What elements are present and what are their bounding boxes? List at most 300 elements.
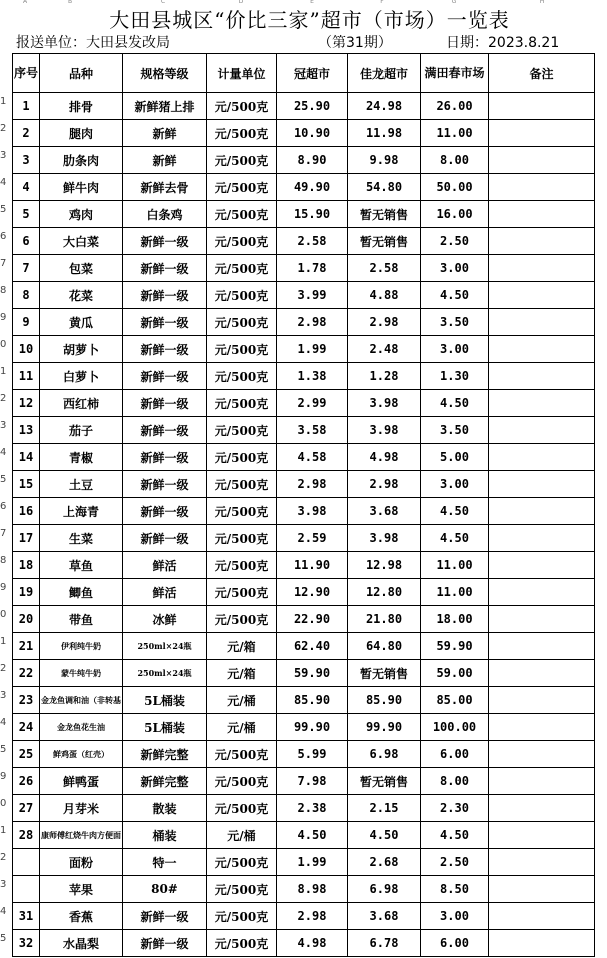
price-store-1-cell[interactable]: 3.98 (277, 498, 348, 525)
name-cell[interactable]: 花菜 (40, 282, 123, 309)
unit-cell[interactable]: 元/500克 (207, 336, 277, 363)
spec-cell[interactable]: 5L桶装 (123, 687, 207, 714)
price-store-3-cell[interactable]: 5.00 (421, 444, 489, 471)
row-number[interactable]: 0 (0, 339, 7, 350)
spec-cell[interactable]: 特一 (123, 849, 207, 876)
seq-cell[interactable]: 21 (13, 633, 40, 660)
unit-cell[interactable]: 元/桶 (207, 714, 277, 741)
note-cell[interactable] (489, 228, 595, 255)
spec-cell[interactable]: 冰鲜 (123, 606, 207, 633)
price-store-3-cell[interactable]: 3.00 (421, 336, 489, 363)
name-cell[interactable]: 康师傅红烧牛肉方便面 (40, 822, 123, 849)
spec-cell[interactable]: 散装 (123, 795, 207, 822)
unit-cell[interactable]: 元/500克 (207, 417, 277, 444)
price-store-1-cell[interactable]: 25.90 (277, 93, 348, 120)
unit-cell[interactable]: 元/500克 (207, 795, 277, 822)
seq-cell[interactable]: 5 (13, 201, 40, 228)
unit-cell[interactable]: 元/500克 (207, 93, 277, 120)
row-number[interactable]: 8 (0, 285, 7, 296)
price-store-3-cell[interactable]: 2.50 (421, 228, 489, 255)
price-store-2-cell[interactable]: 6.98 (348, 876, 421, 903)
price-store-2-cell[interactable]: 3.98 (348, 417, 421, 444)
row-number[interactable]: 5 (0, 744, 7, 755)
seq-cell[interactable]: 11 (13, 363, 40, 390)
price-store-3-cell[interactable]: 3.00 (421, 903, 489, 930)
price-store-3-cell[interactable]: 59.00 (421, 660, 489, 687)
unit-cell[interactable]: 元/500克 (207, 903, 277, 930)
header-store-2[interactable]: 佳龙超市 (348, 54, 421, 93)
price-store-2-cell[interactable]: 2.98 (348, 309, 421, 336)
unit-cell[interactable]: 元/500克 (207, 174, 277, 201)
note-cell[interactable] (489, 390, 595, 417)
unit-cell[interactable]: 元/500克 (207, 552, 277, 579)
seq-cell[interactable]: 31 (13, 903, 40, 930)
note-cell[interactable] (489, 714, 595, 741)
spec-cell[interactable]: 新鲜一级 (123, 309, 207, 336)
spec-cell[interactable]: 250ml×24瓶 (123, 633, 207, 660)
note-cell[interactable] (489, 660, 595, 687)
note-cell[interactable] (489, 795, 595, 822)
price-store-1-cell[interactable]: 15.90 (277, 201, 348, 228)
reporting-unit[interactable]: 报送单位：大田县发改局 (16, 35, 170, 51)
price-store-2-cell[interactable]: 暂无销售 (348, 768, 421, 795)
row-number[interactable]: 4 (0, 447, 7, 458)
price-store-1-cell[interactable]: 59.90 (277, 660, 348, 687)
name-cell[interactable]: 面粉 (40, 849, 123, 876)
row-number[interactable]: 1 (0, 636, 7, 647)
unit-cell[interactable]: 元/500克 (207, 147, 277, 174)
price-store-3-cell[interactable]: 3.00 (421, 255, 489, 282)
spec-cell[interactable]: 新鲜猪上排 (123, 93, 207, 120)
price-store-1-cell[interactable]: 4.50 (277, 822, 348, 849)
row-number[interactable]: 4 (0, 717, 7, 728)
price-store-3-cell[interactable]: 6.00 (421, 741, 489, 768)
name-cell[interactable]: 伊利纯牛奶 (40, 633, 123, 660)
note-cell[interactable] (489, 606, 595, 633)
unit-cell[interactable]: 元/箱 (207, 633, 277, 660)
name-cell[interactable]: 肋条肉 (40, 147, 123, 174)
price-store-2-cell[interactable]: 2.48 (348, 336, 421, 363)
unit-cell[interactable]: 元/500克 (207, 876, 277, 903)
note-cell[interactable] (489, 255, 595, 282)
note-cell[interactable] (489, 822, 595, 849)
price-store-2-cell[interactable]: 12.98 (348, 552, 421, 579)
unit-cell[interactable]: 元/500克 (207, 498, 277, 525)
name-cell[interactable]: 水晶梨 (40, 930, 123, 957)
row-number[interactable]: 2 (0, 123, 7, 134)
row-number[interactable]: 3 (0, 690, 7, 701)
row-number[interactable]: 2 (0, 663, 7, 674)
name-cell[interactable]: 鸡肉 (40, 201, 123, 228)
price-store-1-cell[interactable]: 2.58 (277, 228, 348, 255)
name-cell[interactable]: 蒙牛纯牛奶 (40, 660, 123, 687)
price-store-2-cell[interactable]: 暂无销售 (348, 228, 421, 255)
row-number[interactable]: 4 (0, 177, 7, 188)
name-cell[interactable]: 土豆 (40, 471, 123, 498)
header-seq[interactable]: 序号 (13, 54, 40, 93)
price-store-3-cell[interactable]: 26.00 (421, 93, 489, 120)
spec-cell[interactable]: 新鲜一级 (123, 444, 207, 471)
price-store-1-cell[interactable]: 4.98 (277, 930, 348, 957)
unit-cell[interactable]: 元/500克 (207, 768, 277, 795)
name-cell[interactable]: 鲜鸭蛋 (40, 768, 123, 795)
price-store-3-cell[interactable]: 11.00 (421, 552, 489, 579)
unit-cell[interactable]: 元/500克 (207, 579, 277, 606)
spec-cell[interactable]: 鲜活 (123, 552, 207, 579)
spec-cell[interactable]: 新鲜一级 (123, 363, 207, 390)
column-letter[interactable]: G (451, 0, 457, 5)
price-store-1-cell[interactable]: 62.40 (277, 633, 348, 660)
price-store-1-cell[interactable]: 1.78 (277, 255, 348, 282)
price-store-3-cell[interactable]: 4.50 (421, 282, 489, 309)
name-cell[interactable]: 腿肉 (40, 120, 123, 147)
name-cell[interactable]: 鲜牛肉 (40, 174, 123, 201)
note-cell[interactable] (489, 201, 595, 228)
row-number[interactable]: 0 (0, 609, 7, 620)
note-cell[interactable] (489, 282, 595, 309)
seq-cell[interactable]: 7 (13, 255, 40, 282)
note-cell[interactable] (489, 444, 595, 471)
seq-cell[interactable]: 23 (13, 687, 40, 714)
price-store-1-cell[interactable]: 3.99 (277, 282, 348, 309)
seq-cell[interactable] (13, 876, 40, 903)
spec-cell[interactable]: 新鲜 (123, 147, 207, 174)
row-number[interactable]: 9 (0, 312, 7, 323)
price-store-2-cell[interactable]: 2.68 (348, 849, 421, 876)
price-store-2-cell[interactable]: 4.88 (348, 282, 421, 309)
price-store-1-cell[interactable]: 2.98 (277, 309, 348, 336)
unit-cell[interactable]: 元/500克 (207, 228, 277, 255)
unit-cell[interactable]: 元/桶 (207, 687, 277, 714)
unit-cell[interactable]: 元/500克 (207, 849, 277, 876)
price-store-3-cell[interactable]: 8.50 (421, 876, 489, 903)
spec-cell[interactable]: 桶装 (123, 822, 207, 849)
spec-cell[interactable]: 新鲜一级 (123, 525, 207, 552)
column-letter[interactable]: H (539, 0, 545, 5)
name-cell[interactable]: 带鱼 (40, 606, 123, 633)
unit-cell[interactable]: 元/500克 (207, 471, 277, 498)
price-store-1-cell[interactable]: 8.98 (277, 876, 348, 903)
row-number[interactable]: 1 (0, 366, 7, 377)
column-letter[interactable]: F (380, 0, 384, 5)
row-number[interactable]: 5 (0, 474, 7, 485)
price-store-2-cell[interactable]: 54.80 (348, 174, 421, 201)
seq-cell[interactable]: 12 (13, 390, 40, 417)
name-cell[interactable]: 香蕉 (40, 903, 123, 930)
row-number[interactable]: 1 (0, 96, 7, 107)
name-cell[interactable]: 金龙鱼调和油（非转基 (40, 687, 123, 714)
spec-cell[interactable]: 新鲜一级 (123, 498, 207, 525)
note-cell[interactable] (489, 309, 595, 336)
seq-cell[interactable]: 13 (13, 417, 40, 444)
price-store-3-cell[interactable]: 3.50 (421, 417, 489, 444)
price-store-1-cell[interactable]: 22.90 (277, 606, 348, 633)
price-store-1-cell[interactable]: 1.99 (277, 849, 348, 876)
row-number[interactable]: 9 (0, 771, 7, 782)
price-store-2-cell[interactable]: 6.98 (348, 741, 421, 768)
row-number[interactable]: 3 (0, 150, 7, 161)
name-cell[interactable]: 生菜 (40, 525, 123, 552)
name-cell[interactable]: 青椒 (40, 444, 123, 471)
note-cell[interactable] (489, 93, 595, 120)
price-store-3-cell[interactable]: 18.00 (421, 606, 489, 633)
seq-cell[interactable]: 9 (13, 309, 40, 336)
unit-cell[interactable]: 元/500克 (207, 606, 277, 633)
row-number[interactable]: 7 (0, 528, 7, 539)
column-letter[interactable]: D (238, 0, 244, 5)
issue-number[interactable]: （第31期） (318, 35, 392, 51)
price-store-2-cell[interactable]: 6.78 (348, 930, 421, 957)
spec-cell[interactable]: 250ml×24瓶 (123, 660, 207, 687)
note-cell[interactable] (489, 417, 595, 444)
seq-cell[interactable]: 20 (13, 606, 40, 633)
price-store-1-cell[interactable]: 4.58 (277, 444, 348, 471)
unit-cell[interactable]: 元/500克 (207, 390, 277, 417)
row-number[interactable]: 7 (0, 258, 7, 269)
report-date[interactable]: 日期：2023.8.21 (446, 35, 560, 51)
header-unit[interactable]: 计量单位 (207, 54, 277, 93)
unit-cell[interactable]: 元/500克 (207, 741, 277, 768)
price-store-2-cell[interactable]: 99.90 (348, 714, 421, 741)
row-number[interactable]: 6 (0, 501, 7, 512)
price-store-1-cell[interactable]: 1.38 (277, 363, 348, 390)
price-store-1-cell[interactable]: 3.58 (277, 417, 348, 444)
price-store-3-cell[interactable]: 4.50 (421, 498, 489, 525)
price-store-2-cell[interactable]: 9.98 (348, 147, 421, 174)
price-store-2-cell[interactable]: 1.28 (348, 363, 421, 390)
seq-cell[interactable]: 2 (13, 120, 40, 147)
note-cell[interactable] (489, 552, 595, 579)
row-number[interactable]: 8 (0, 555, 7, 566)
seq-cell[interactable]: 1 (13, 93, 40, 120)
row-number[interactable]: 2 (0, 852, 7, 863)
seq-cell[interactable]: 22 (13, 660, 40, 687)
price-store-2-cell[interactable]: 2.15 (348, 795, 421, 822)
price-store-1-cell[interactable]: 2.98 (277, 903, 348, 930)
column-letter[interactable]: E (310, 0, 314, 5)
spec-cell[interactable]: 新鲜完整 (123, 741, 207, 768)
row-number[interactable]: 5 (0, 204, 7, 215)
price-store-2-cell[interactable]: 3.98 (348, 525, 421, 552)
price-store-3-cell[interactable]: 3.00 (421, 471, 489, 498)
unit-cell[interactable]: 元/500克 (207, 309, 277, 336)
note-cell[interactable] (489, 741, 595, 768)
name-cell[interactable]: 鲜鸡蛋（红壳） (40, 741, 123, 768)
column-letter[interactable]: C (160, 0, 166, 5)
column-letter[interactable]: A (22, 0, 28, 5)
note-cell[interactable] (489, 471, 595, 498)
price-store-1-cell[interactable]: 11.90 (277, 552, 348, 579)
price-store-1-cell[interactable]: 12.90 (277, 579, 348, 606)
name-cell[interactable]: 包菜 (40, 255, 123, 282)
name-cell[interactable]: 黄瓜 (40, 309, 123, 336)
price-store-2-cell[interactable]: 12.80 (348, 579, 421, 606)
price-store-2-cell[interactable]: 2.58 (348, 255, 421, 282)
name-cell[interactable]: 西红柿 (40, 390, 123, 417)
seq-cell[interactable]: 17 (13, 525, 40, 552)
price-store-1-cell[interactable]: 10.90 (277, 120, 348, 147)
price-store-2-cell[interactable]: 3.98 (348, 390, 421, 417)
seq-cell[interactable]: 28 (13, 822, 40, 849)
price-store-2-cell[interactable]: 2.98 (348, 471, 421, 498)
note-cell[interactable] (489, 687, 595, 714)
price-store-1-cell[interactable]: 5.99 (277, 741, 348, 768)
note-cell[interactable] (489, 498, 595, 525)
price-store-3-cell[interactable]: 6.00 (421, 930, 489, 957)
price-store-1-cell[interactable]: 1.99 (277, 336, 348, 363)
spec-cell[interactable]: 新鲜一级 (123, 471, 207, 498)
price-store-3-cell[interactable]: 8.00 (421, 147, 489, 174)
spec-cell[interactable]: 新鲜一级 (123, 282, 207, 309)
seq-cell[interactable]: 3 (13, 147, 40, 174)
row-number[interactable]: 2 (0, 393, 7, 404)
unit-cell[interactable]: 元/500克 (207, 120, 277, 147)
price-store-2-cell[interactable]: 4.98 (348, 444, 421, 471)
price-store-3-cell[interactable]: 1.30 (421, 363, 489, 390)
seq-cell[interactable]: 32 (13, 930, 40, 957)
unit-cell[interactable]: 元/500克 (207, 363, 277, 390)
price-store-1-cell[interactable]: 49.90 (277, 174, 348, 201)
note-cell[interactable] (489, 903, 595, 930)
name-cell[interactable]: 大白菜 (40, 228, 123, 255)
name-cell[interactable]: 苹果 (40, 876, 123, 903)
price-store-3-cell[interactable]: 2.30 (421, 795, 489, 822)
price-store-3-cell[interactable]: 100.00 (421, 714, 489, 741)
row-number[interactable]: 3 (0, 879, 7, 890)
price-store-1-cell[interactable]: 7.98 (277, 768, 348, 795)
price-store-2-cell[interactable]: 64.80 (348, 633, 421, 660)
name-cell[interactable]: 胡萝卜 (40, 336, 123, 363)
note-cell[interactable] (489, 930, 595, 957)
header-note[interactable]: 备注 (489, 54, 595, 93)
price-store-1-cell[interactable]: 2.59 (277, 525, 348, 552)
row-number[interactable]: 3 (0, 420, 7, 431)
seq-cell[interactable]: 16 (13, 498, 40, 525)
price-store-3-cell[interactable]: 2.50 (421, 849, 489, 876)
column-letter[interactable]: B (67, 0, 73, 5)
row-number[interactable]: 0 (0, 798, 7, 809)
spec-cell[interactable]: 新鲜 (123, 120, 207, 147)
sheet-title[interactable]: 大田县城区“价比三家”超市（市场）一览表 (109, 8, 510, 32)
spec-cell[interactable]: 新鲜一级 (123, 417, 207, 444)
unit-cell[interactable]: 元/500克 (207, 255, 277, 282)
note-cell[interactable] (489, 579, 595, 606)
seq-cell[interactable]: 25 (13, 741, 40, 768)
unit-cell[interactable]: 元/桶 (207, 822, 277, 849)
name-cell[interactable]: 排骨 (40, 93, 123, 120)
price-store-3-cell[interactable]: 59.90 (421, 633, 489, 660)
price-store-3-cell[interactable]: 50.00 (421, 174, 489, 201)
unit-cell[interactable]: 元/500克 (207, 282, 277, 309)
name-cell[interactable]: 月芽米 (40, 795, 123, 822)
spec-cell[interactable]: 新鲜一级 (123, 930, 207, 957)
header-store-1[interactable]: 冠超市 (277, 54, 348, 93)
price-store-2-cell[interactable]: 暂无销售 (348, 660, 421, 687)
seq-cell[interactable]: 4 (13, 174, 40, 201)
name-cell[interactable]: 金龙鱼花生油 (40, 714, 123, 741)
seq-cell[interactable] (13, 849, 40, 876)
seq-cell[interactable]: 19 (13, 579, 40, 606)
price-store-1-cell[interactable]: 99.90 (277, 714, 348, 741)
spec-cell[interactable]: 80# (123, 876, 207, 903)
name-cell[interactable]: 茄子 (40, 417, 123, 444)
price-store-3-cell[interactable]: 16.00 (421, 201, 489, 228)
name-cell[interactable]: 鲫鱼 (40, 579, 123, 606)
note-cell[interactable] (489, 525, 595, 552)
price-store-3-cell[interactable]: 3.50 (421, 309, 489, 336)
header-spec[interactable]: 规格等级 (123, 54, 207, 93)
row-number[interactable]: 1 (0, 825, 7, 836)
price-store-1-cell[interactable]: 8.90 (277, 147, 348, 174)
row-number[interactable]: 6 (0, 231, 7, 242)
header-name[interactable]: 品种 (40, 54, 123, 93)
note-cell[interactable] (489, 849, 595, 876)
seq-cell[interactable]: 6 (13, 228, 40, 255)
row-number[interactable]: 9 (0, 582, 7, 593)
price-store-1-cell[interactable]: 85.90 (277, 687, 348, 714)
spec-cell[interactable]: 白条鸡 (123, 201, 207, 228)
price-store-2-cell[interactable]: 3.68 (348, 498, 421, 525)
unit-cell[interactable]: 元/500克 (207, 201, 277, 228)
price-store-3-cell[interactable]: 4.50 (421, 525, 489, 552)
seq-cell[interactable]: 24 (13, 714, 40, 741)
seq-cell[interactable]: 26 (13, 768, 40, 795)
note-cell[interactable] (489, 363, 595, 390)
price-store-3-cell[interactable]: 85.00 (421, 687, 489, 714)
unit-cell[interactable]: 元/500克 (207, 444, 277, 471)
header-store-3[interactable]: 满田春市场 (421, 54, 489, 93)
seq-cell[interactable]: 14 (13, 444, 40, 471)
price-store-3-cell[interactable]: 8.00 (421, 768, 489, 795)
price-store-2-cell[interactable]: 4.50 (348, 822, 421, 849)
price-store-2-cell[interactable]: 3.68 (348, 903, 421, 930)
spec-cell[interactable]: 新鲜去骨 (123, 174, 207, 201)
row-number[interactable]: 5 (0, 933, 7, 944)
seq-cell[interactable]: 27 (13, 795, 40, 822)
price-store-3-cell[interactable]: 4.50 (421, 390, 489, 417)
price-store-2-cell[interactable]: 21.80 (348, 606, 421, 633)
seq-cell[interactable]: 15 (13, 471, 40, 498)
note-cell[interactable] (489, 633, 595, 660)
name-cell[interactable]: 上海青 (40, 498, 123, 525)
name-cell[interactable]: 白萝卜 (40, 363, 123, 390)
note-cell[interactable] (489, 336, 595, 363)
seq-cell[interactable]: 18 (13, 552, 40, 579)
price-store-2-cell[interactable]: 11.98 (348, 120, 421, 147)
note-cell[interactable] (489, 876, 595, 903)
price-store-2-cell[interactable]: 暂无销售 (348, 201, 421, 228)
note-cell[interactable] (489, 768, 595, 795)
row-number[interactable]: 4 (0, 906, 7, 917)
spec-cell[interactable]: 新鲜一级 (123, 390, 207, 417)
price-store-3-cell[interactable]: 11.00 (421, 120, 489, 147)
price-store-2-cell[interactable]: 85.90 (348, 687, 421, 714)
name-cell[interactable]: 草鱼 (40, 552, 123, 579)
spec-cell[interactable]: 新鲜完整 (123, 768, 207, 795)
price-store-1-cell[interactable]: 2.38 (277, 795, 348, 822)
note-cell[interactable] (489, 174, 595, 201)
unit-cell[interactable]: 元/500克 (207, 525, 277, 552)
spec-cell[interactable]: 新鲜一级 (123, 255, 207, 282)
price-store-1-cell[interactable]: 2.99 (277, 390, 348, 417)
seq-cell[interactable]: 10 (13, 336, 40, 363)
unit-cell[interactable]: 元/箱 (207, 660, 277, 687)
price-store-3-cell[interactable]: 4.50 (421, 822, 489, 849)
spec-cell[interactable]: 5L桶装 (123, 714, 207, 741)
price-store-1-cell[interactable]: 2.98 (277, 471, 348, 498)
price-store-3-cell[interactable]: 11.00 (421, 579, 489, 606)
note-cell[interactable] (489, 120, 595, 147)
